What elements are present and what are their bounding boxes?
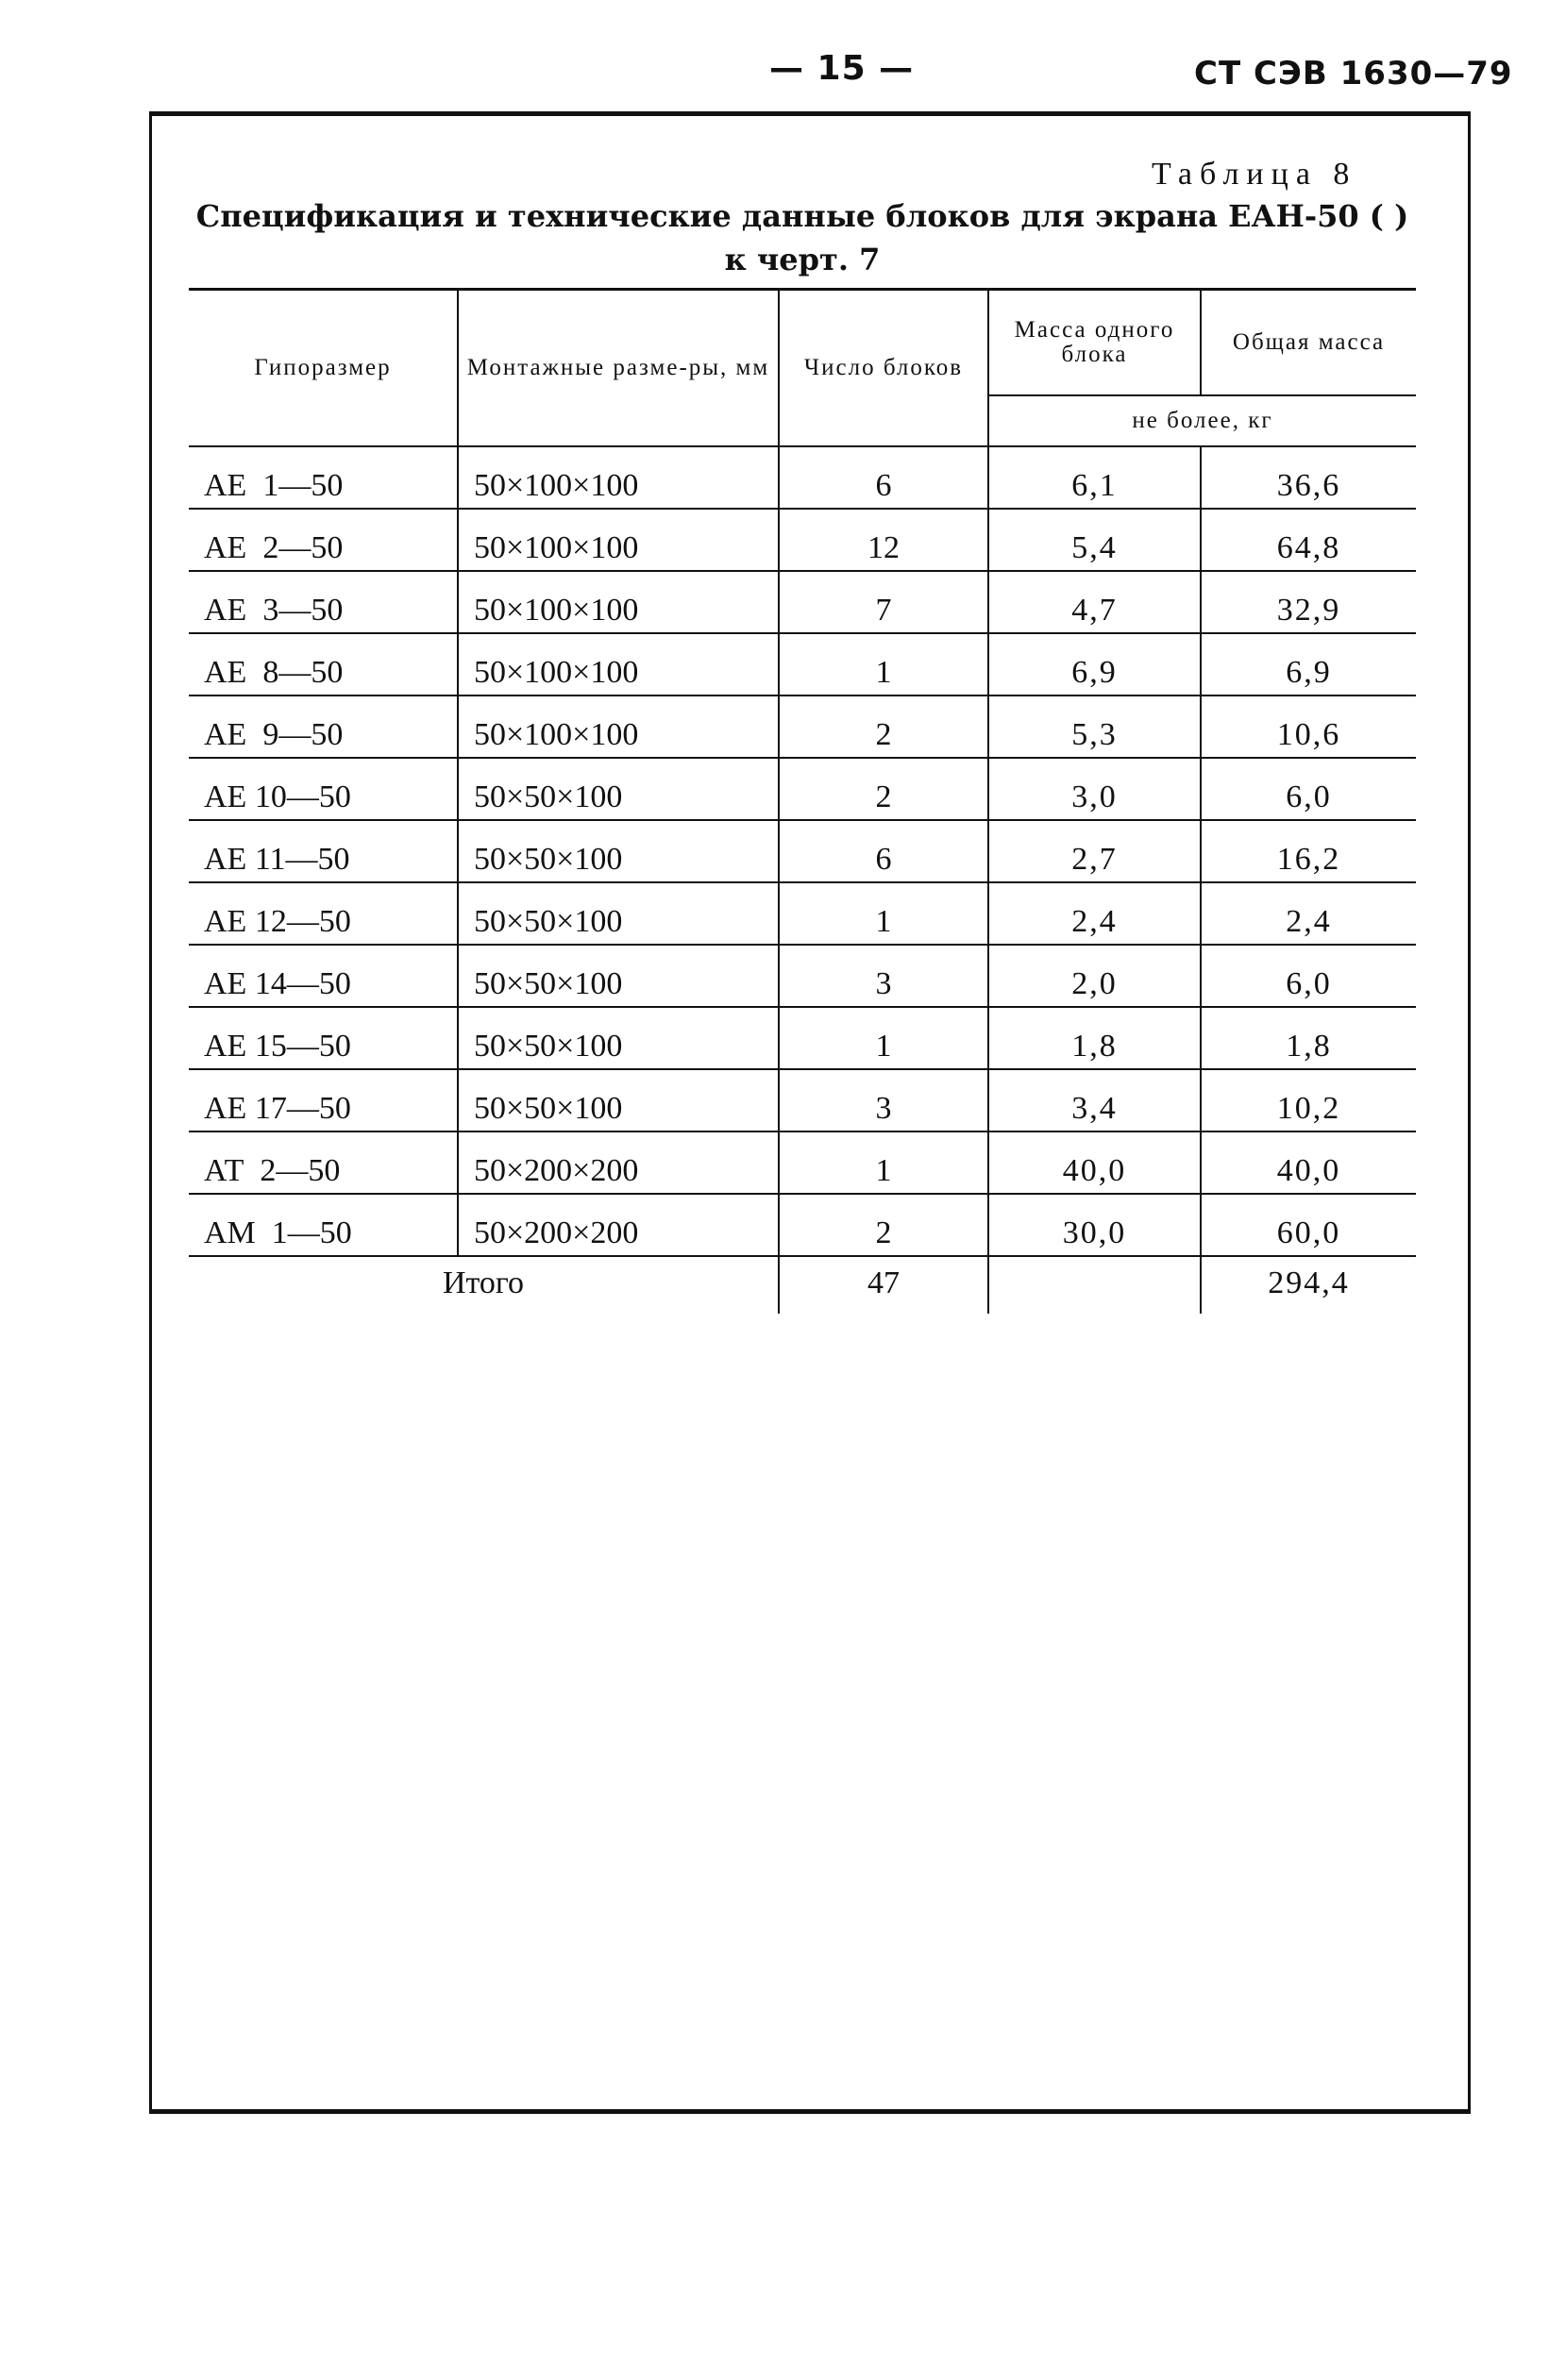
count-cell: 7: [779, 571, 988, 633]
dimensions-cell: 50×200×200: [458, 1194, 779, 1256]
dimensions-cell: 50×50×100: [458, 945, 779, 1007]
table-label: Таблица 8: [1152, 157, 1357, 192]
table-row: [189, 509, 1416, 571]
count-cell: 3: [779, 1069, 988, 1131]
column-header-count: Число блоков: [779, 290, 988, 447]
count-cell: 1: [779, 1131, 988, 1194]
size-cell: АЕ 2—50: [189, 509, 458, 571]
table-row: [189, 758, 1416, 820]
size-cell: АТ 2—50: [189, 1131, 458, 1194]
table-row: [189, 945, 1416, 1007]
size-cell: АЕ 9—50: [189, 696, 458, 758]
table-caption-line2: к черт. 7: [724, 242, 881, 277]
dimensions-cell: 50×100×100: [458, 571, 779, 633]
total-mass-one-cell: [988, 1256, 1201, 1314]
count-cell: 6: [779, 446, 988, 509]
table-row: [189, 882, 1416, 945]
mass-total-cell: 36,6: [1201, 446, 1416, 509]
table-row: [189, 571, 1416, 633]
mass-total-cell: 6,0: [1201, 945, 1416, 1007]
table-body: [189, 446, 1416, 1314]
total-count-cell: 47: [779, 1256, 988, 1314]
dimensions-cell: 50×50×100: [458, 758, 779, 820]
mass-total-cell: 32,9: [1201, 571, 1416, 633]
mass-one-cell: 2,0: [988, 945, 1201, 1007]
table-row: [189, 820, 1416, 882]
mass-total-cell: 16,2: [1201, 820, 1416, 882]
total-row: [189, 1256, 1416, 1314]
mass-total-cell: 10,6: [1201, 696, 1416, 758]
count-cell: 1: [779, 1007, 988, 1069]
count-cell: 2: [779, 758, 988, 820]
table-row: [189, 446, 1416, 509]
mass-total-cell: 60,0: [1201, 1194, 1416, 1256]
mass-total-cell: 10,2: [1201, 1069, 1416, 1131]
dimensions-cell: 50×50×100: [458, 820, 779, 882]
count-cell: 6: [779, 820, 988, 882]
mass-one-cell: 6,9: [988, 633, 1201, 696]
table-row: [189, 1069, 1416, 1131]
size-cell: АЕ 15—50: [189, 1007, 458, 1069]
size-cell: АМ 1—50: [189, 1194, 458, 1256]
size-cell: АЕ 17—50: [189, 1069, 458, 1131]
mass-total-cell: 64,8: [1201, 509, 1416, 571]
mass-one-cell: 3,0: [988, 758, 1201, 820]
mass-total-cell: 6,9: [1201, 633, 1416, 696]
size-cell: АЕ 12—50: [189, 882, 458, 945]
mass-one-cell: 6,1: [988, 446, 1201, 509]
size-cell: АЕ 3—50: [189, 571, 458, 633]
size-cell: АЕ 8—50: [189, 633, 458, 696]
table-row: [189, 696, 1416, 758]
table-row: [189, 1131, 1416, 1194]
mass-total-cell: 1,8: [1201, 1007, 1416, 1069]
mass-one-cell: 2,4: [988, 882, 1201, 945]
page-number: — 15 —: [769, 49, 915, 88]
count-cell: 2: [779, 696, 988, 758]
table-caption-line1: Спецификация и технические данные блоков для экрана ЕАН-50 ( ): [195, 198, 1409, 234]
total-label: Итого: [189, 1256, 779, 1314]
dimensions-cell: 50×100×100: [458, 696, 779, 758]
table-row: [189, 1007, 1416, 1069]
mass-total-cell: 2,4: [1201, 882, 1416, 945]
table-row: [189, 1194, 1416, 1256]
mass-one-cell: 3,4: [988, 1069, 1201, 1131]
dimensions-cell: 50×50×100: [458, 1007, 779, 1069]
total-mass-cell: 294,4: [1268, 1265, 1350, 1300]
mass-one-cell: 5,4: [988, 509, 1201, 571]
mass-one-cell: 5,3: [988, 696, 1201, 758]
count-cell: 2: [779, 1194, 988, 1256]
document-code: СТ СЭВ 1630—79: [1194, 55, 1513, 92]
size-cell: АЕ 11—50: [189, 820, 458, 882]
dimensions-cell: 50×50×100: [458, 882, 779, 945]
dimensions-cell: 50×200×200: [458, 1131, 779, 1194]
count-cell: 1: [779, 633, 988, 696]
column-header-mass-total: Общая масса: [1201, 290, 1416, 396]
mass-one-cell: 40,0: [988, 1131, 1201, 1194]
dimensions-cell: 50×100×100: [458, 509, 779, 571]
column-header-dimensions: Монтажные разме-ры, мм: [458, 290, 779, 447]
mass-total-cell: 6,0: [1201, 758, 1416, 820]
column-header-unit: не более, кг: [988, 395, 1416, 446]
count-cell: 1: [779, 882, 988, 945]
mass-one-cell: 4,7: [988, 571, 1201, 633]
size-cell: АЕ 10—50: [189, 758, 458, 820]
mass-one-cell: 2,7: [988, 820, 1201, 882]
size-cell: АЕ 14—50: [189, 945, 458, 1007]
dimensions-cell: 50×100×100: [458, 446, 779, 509]
count-cell: 12: [779, 509, 988, 571]
dimensions-cell: 50×100×100: [458, 633, 779, 696]
mass-total-cell: 40,0: [1201, 1131, 1416, 1194]
specification-table: [189, 288, 1416, 1314]
size-cell: АЕ 1—50: [189, 446, 458, 509]
column-header-mass-one: Масса одного блока: [988, 290, 1201, 396]
mass-one-cell: 1,8: [988, 1007, 1201, 1069]
column-header-size: Гипоразмер: [189, 290, 458, 447]
table-row: [189, 633, 1416, 696]
dimensions-cell: 50×50×100: [458, 1069, 779, 1131]
mass-one-cell: 30,0: [988, 1194, 1201, 1256]
count-cell: 3: [779, 945, 988, 1007]
